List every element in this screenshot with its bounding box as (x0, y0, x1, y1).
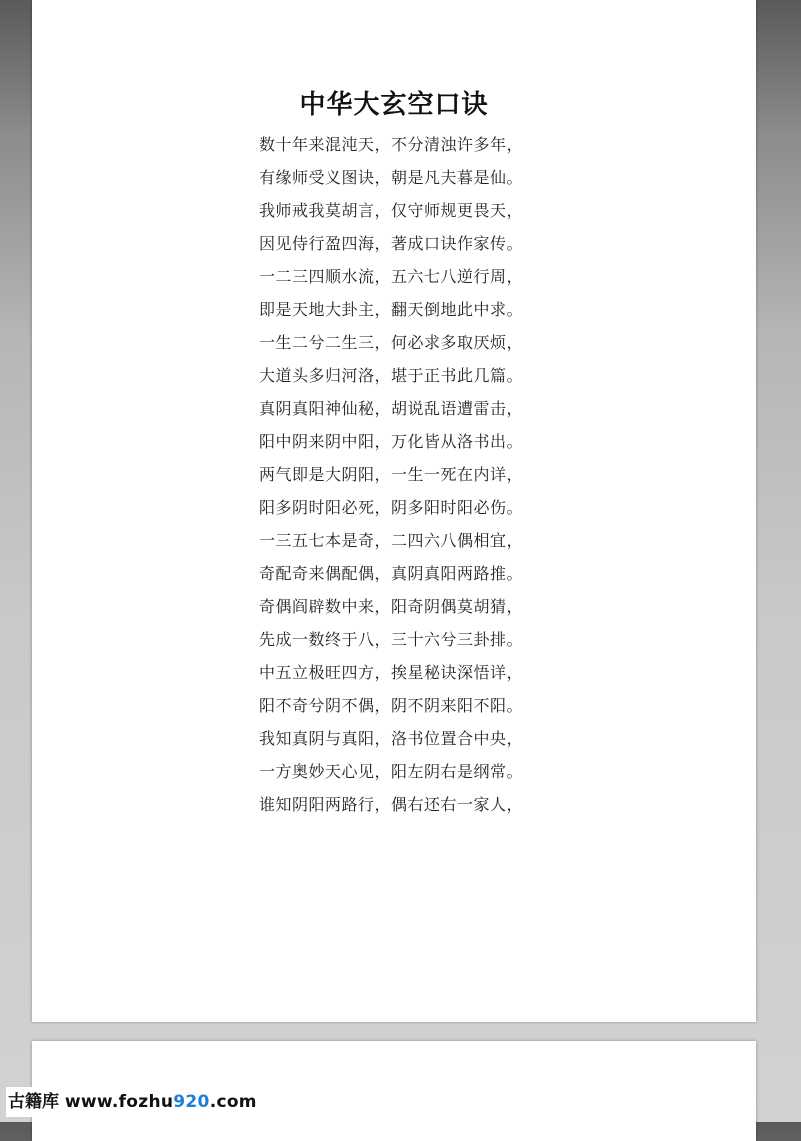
verse-line: 阳不奇兮阴不偶，阴不阴来阳不阳。 (259, 696, 524, 715)
verse-line: 阳中阴来阴中阳，万化皆从洛书出。 (259, 432, 524, 451)
watermark-brand: 古籍库 (8, 1092, 59, 1112)
verse-line: 先成一数终于八，三十六兮三卦排。 (259, 630, 524, 649)
site-watermark (6, 1087, 259, 1117)
verse-line: 因见侍行盈四海，著成口诀作家传。 (259, 234, 524, 253)
document-page (32, 0, 756, 1022)
watermark-url-suffix: .com (209, 1092, 257, 1112)
verse-line: 奇配奇来偶配偶，真阴真阳两路推。 (259, 564, 524, 583)
verse-line: 数十年来混沌天，不分清浊许多年， (259, 135, 524, 154)
verse-line: 一生二兮二生三，何必求多取厌烦， (259, 333, 524, 352)
verse-line: 一方奥妙天心见，阳左阴右是纲常。 (259, 762, 524, 781)
verse-line: 奇偶阎辟数中来，阳奇阴偶莫胡猜， (259, 597, 524, 616)
verse-line: 中五立极旺四方，挨星秘诀深悟详， (259, 663, 524, 682)
watermark-url (65, 1092, 257, 1112)
verse-line: 两气即是大阴阳，一生一死在内详， (259, 465, 524, 484)
watermark-url-number: 920 (173, 1092, 210, 1112)
page-title: 中华大玄空口诀 (299, 90, 489, 120)
verse-line: 大道头多归河洛，堪于正书此几篇。 (259, 366, 524, 385)
verse-line: 一三五七本是奇，二四六八偶相宜， (259, 531, 524, 550)
watermark-url-prefix: www.fozhu (64, 1092, 174, 1112)
verse-line: 即是天地大卦主，翻天倒地此中求。 (259, 300, 524, 319)
verse-list (259, 128, 559, 821)
verse-line: 我师戒我莫胡言，仅守师规更畏天， (259, 201, 524, 220)
verse-line: 有缘师受义图诀，朝是凡夫暮是仙。 (259, 168, 524, 187)
verse-line: 谁知阴阳两路行，偶右还右一家人， (259, 795, 524, 814)
verse-line: 真阴真阳神仙秘，胡说乱语遭雷击， (259, 399, 524, 418)
verse-line: 一二三四顺水流，五六七八逆行周， (259, 267, 524, 286)
verse-line: 阳多阴时阳必死，阴多阳时阳必伤。 (259, 498, 524, 517)
verse-line: 我知真阴与真阳，洛书位置合中央， (259, 729, 524, 748)
